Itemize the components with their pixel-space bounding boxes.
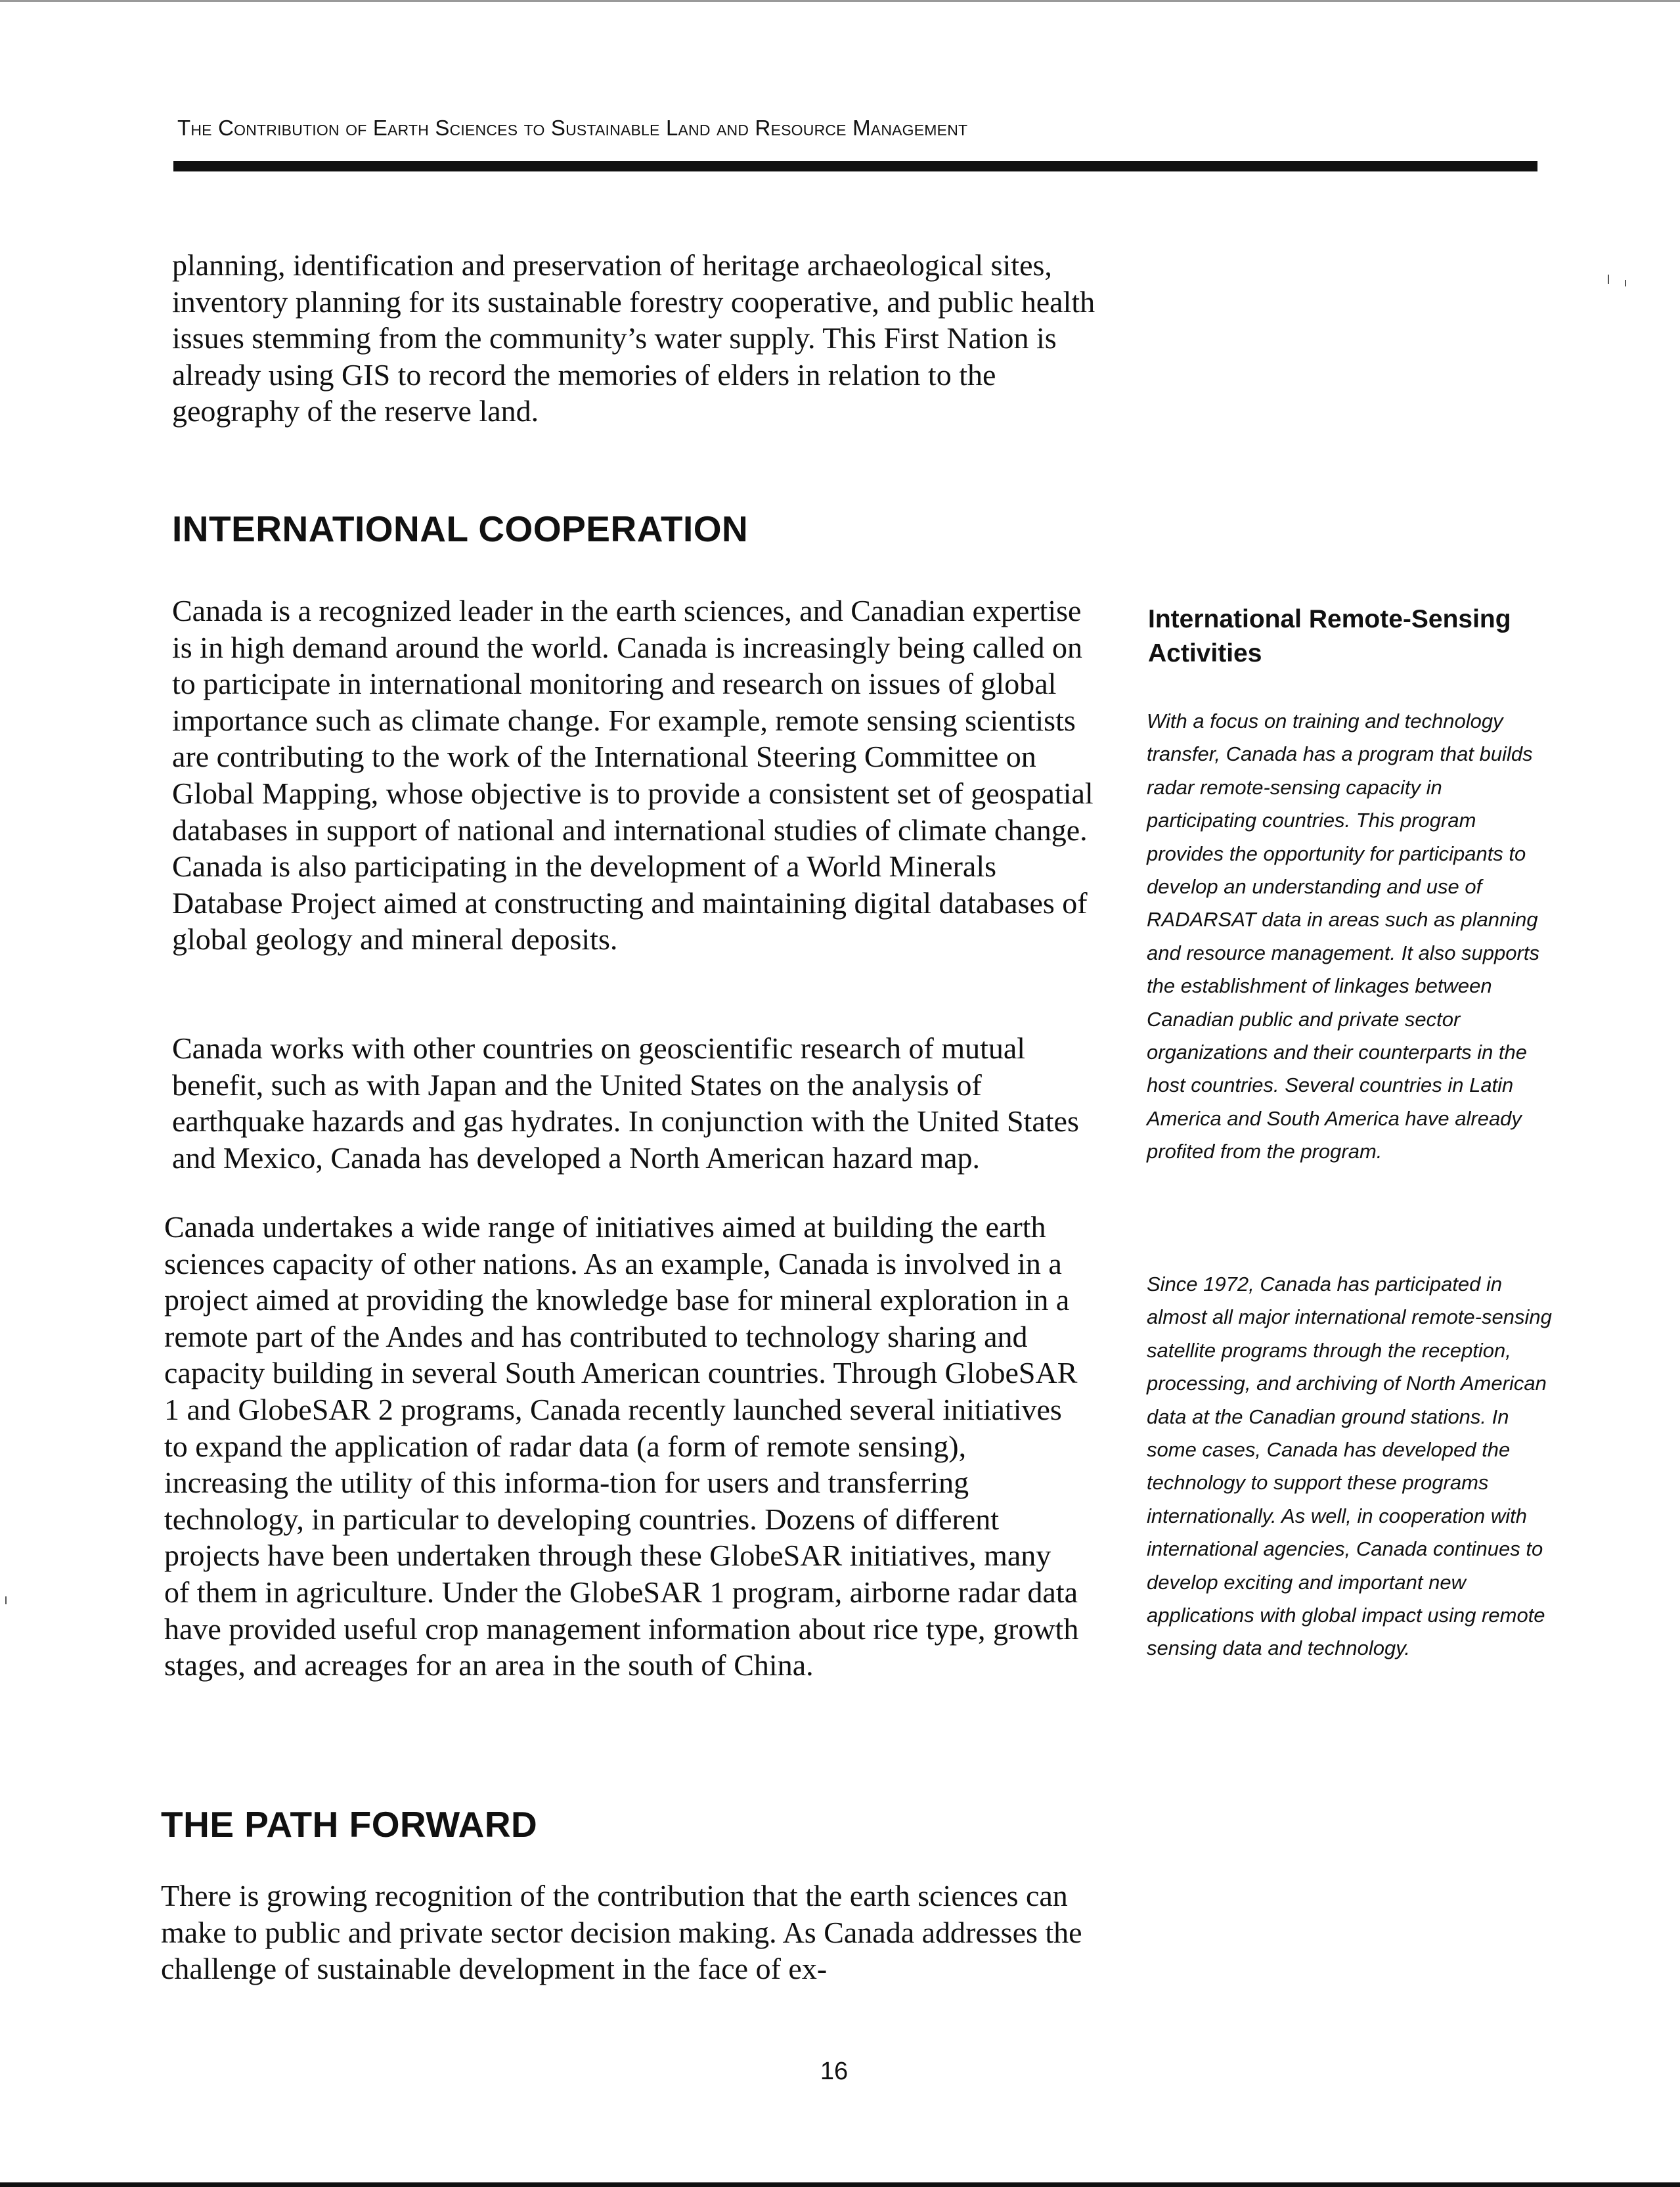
sidebar-paragraph-2: Since 1972, Canada has participated in almost all major international remote-sensing satellite programs through the reception, processing, and archiving of North American data at the Canadian ground stations. In some cases, Canada has developed the technology to support these programs internationally. As well, in cooperation with international agencies, Canada continues to develop exciting and important new applications with global impact using remote sensing data and technology.	[1147, 1273, 1552, 1660]
running-header: The Contribution of Earth Sciences to Sustainable Land and Resource Management	[177, 116, 968, 140]
header-rule	[173, 161, 1537, 171]
sidebar-title: International Remote-Sensing Activities	[1148, 605, 1511, 667]
page-bottom-edge	[0, 2182, 1680, 2187]
section-heading-path-forward: THE PATH FORWARD	[161, 1804, 538, 1845]
scan-mark-right-2	[1625, 280, 1626, 286]
scan-mark-right-1	[1608, 275, 1609, 284]
section-heading-international-cooperation: INTERNATIONAL COOPERATION	[172, 508, 749, 549]
international-paragraph-2: Canada works with other countries on geoscientific research of mutual benefit, such as with Japan and the United States on the analysis of earthquake hazards and gas hydrates. In conjunction with the United States and Mexico, Canada has developed a North American hazard map.	[172, 1031, 1079, 1175]
scan-mark-left	[5, 1596, 7, 1604]
path-forward-paragraph: There is growing recognition of the contribution that the earth sciences can make to public and private sector decision making. As Canada addresses the challenge of sustainable development in the face of ex-	[161, 1879, 1082, 1986]
international-paragraph-1: Canada is a recognized leader in the earth sciences, and Canadian expertise is in high demand around the world. Canada is increasingly being called on to participate in international monitoring and research on issues of global importance such as climate change. For example, remote sensing scientists are contributing to the work of the International Steering Committee on Global Mapping, whose objective is to provide a consistent set of geospatial databases in support of national and international studies of climate change. Canada is also participating in the development of a World Minerals Database Project aimed at constructing and maintaining digital databases of global geology and mineral deposits.	[172, 594, 1094, 957]
international-paragraph-3: Canada undertakes a wide range of initiatives aimed at building the earth sciences capacity of other nations. As an example, Canada is involved in a project aimed at providing the knowledge base for mineral exploration in a remote part of the Andes and has contributed to technology sharing and capacity building in several South American countries. Through GlobeSAR 1 and GlobeSAR 2 programs, Canada recently launched several initiatives to expand the application of radar data (a form of remote sensing), increasing the utility of this informa-tion for users and transferring technology, in particular to developing countries. Dozens of different projects have been undertaken through these GlobeSAR initiatives, many of them in agriculture. Under the GlobeSAR 1 program, airborne radar data have provided useful crop management information about rice type, growth stages, and acreages for an area in the south of China.	[164, 1210, 1079, 1682]
intro-paragraph: planning, identification and preservation of heritage archaeological sites, inventory planning for its sustainable forestry cooperative, and public health issues stemming from the community’s water supply. This First Nation is already using GIS to record the memories of elders in relation to the geography of the reserve land.	[172, 248, 1095, 428]
page-number: 16	[820, 2058, 849, 2085]
sidebar-paragraph-1: With a focus on training and technology transfer, Canada has a program that builds radar remote-sensing capacity in participating countries. This program provides the opportunity for participants to develop an understanding and use of RADARSAT data in areas such as planning and resource management. It also supports the establishment of linkages between Canadian public and private sector organizations and their counterparts in the host countries. Several countries in Latin America and South America have already profited from the program.	[1147, 710, 1539, 1163]
page-top-edge	[0, 0, 1680, 2]
